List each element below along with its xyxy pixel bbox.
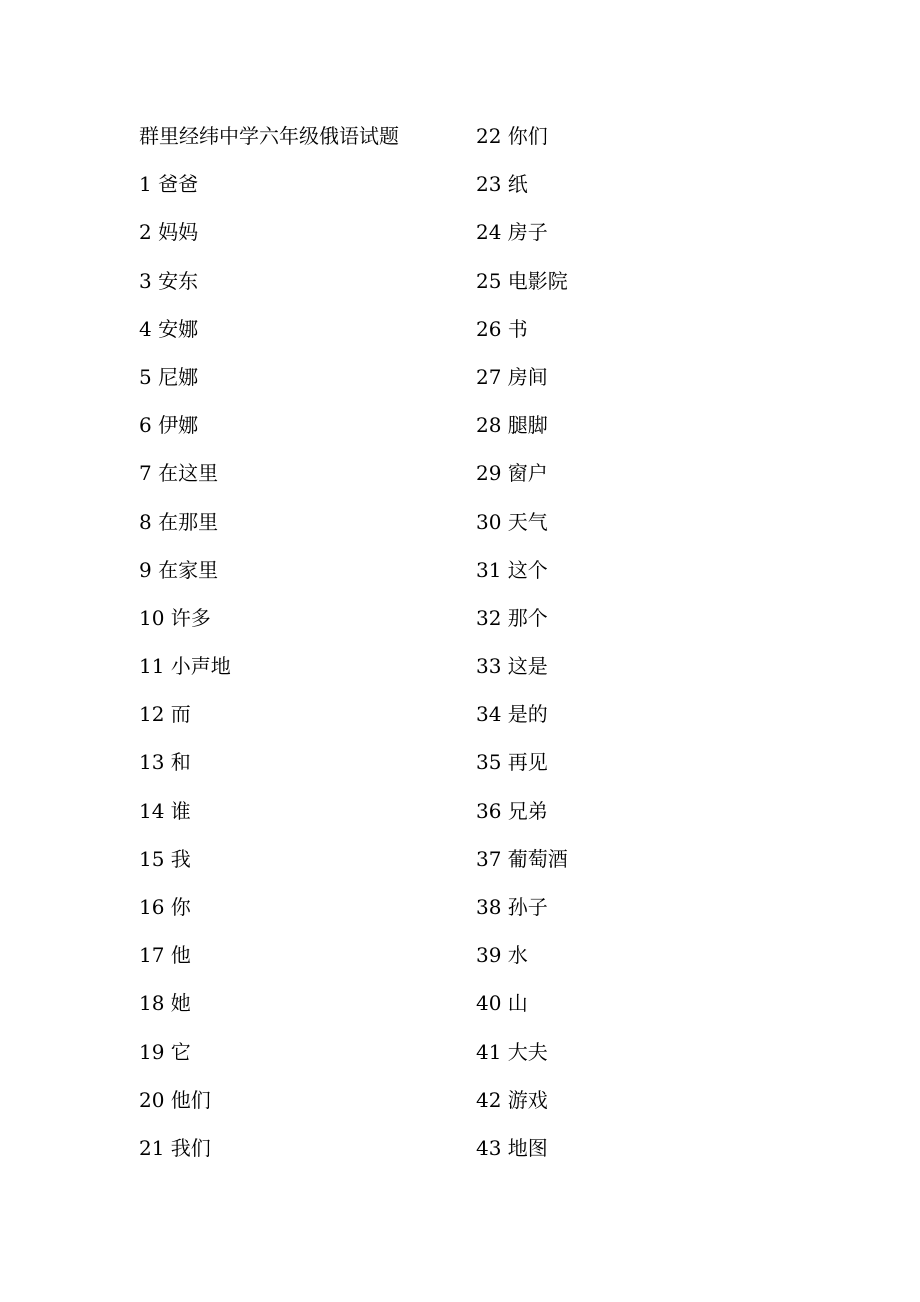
vocab-item: 40 山 <box>476 991 528 1016</box>
vocab-item: 15 我 <box>139 846 191 871</box>
vocab-item: 10 许多 <box>139 605 211 630</box>
vocab-item: 13 和 <box>139 750 191 775</box>
vocab-item: 21 我们 <box>139 1135 211 1160</box>
left-column <box>139 115 459 1175</box>
vocab-item: 18 她 <box>139 991 191 1016</box>
vocab-item: 31 这个 <box>476 557 548 582</box>
vocab-item: 38 孙子 <box>476 895 548 919</box>
vocab-item: 24 房子 <box>476 220 548 245</box>
vocab-item: 7 在这里 <box>139 461 219 486</box>
vocab-item: 28 腿脚 <box>476 413 548 438</box>
vocab-item: 35 再见 <box>476 750 548 775</box>
vocab-item: 27 房间 <box>476 364 548 389</box>
vocab-item: 29 窗户 <box>476 461 548 486</box>
vocab-item: 8 在那里 <box>139 509 219 534</box>
vocab-item: 14 谁 <box>139 798 191 823</box>
vocab-item: 5 尼娜 <box>139 364 199 389</box>
vocab-item: 19 它 <box>139 1039 191 1064</box>
vocab-item: 42 游戏 <box>476 1087 548 1112</box>
vocab-item: 39 水 <box>476 943 528 968</box>
right-column <box>476 115 796 1175</box>
vocab-item: 26 书 <box>476 316 528 341</box>
vocab-item: 32 那个 <box>476 605 548 630</box>
vocab-item: 33 这是 <box>476 654 548 679</box>
vocab-item: 11 小声地 <box>139 654 231 679</box>
vocab-item: 17 他 <box>139 943 191 968</box>
vocab-item: 37 葡萄酒 <box>476 846 568 871</box>
vocab-item: 16 你 <box>139 895 191 919</box>
vocab-item: 30 天气 <box>476 509 548 534</box>
vocab-item: 41 大夫 <box>476 1039 548 1064</box>
vocab-item: 22 你们 <box>476 124 548 148</box>
vocab-item: 3 安东 <box>139 268 199 293</box>
vocab-item: 23 纸 <box>476 172 528 197</box>
vocab-item: 36 兄弟 <box>476 798 548 823</box>
vocab-item: 25 电影院 <box>476 268 568 293</box>
vocab-item: 1 爸爸 <box>139 172 199 197</box>
vocab-item: 20 他们 <box>139 1087 211 1112</box>
vocab-item: 4 安娜 <box>139 316 199 341</box>
vocab-item: 34 是的 <box>476 702 548 727</box>
vocab-item: 12 而 <box>139 702 191 727</box>
vocab-item: 6 伊娜 <box>139 413 199 438</box>
vocab-item: 9 在家里 <box>139 557 219 582</box>
vocab-item: 2 妈妈 <box>139 220 199 245</box>
vocab-item: 43 地图 <box>476 1135 548 1160</box>
document-title: 群里经纬中学六年级俄语试题 <box>139 124 399 148</box>
